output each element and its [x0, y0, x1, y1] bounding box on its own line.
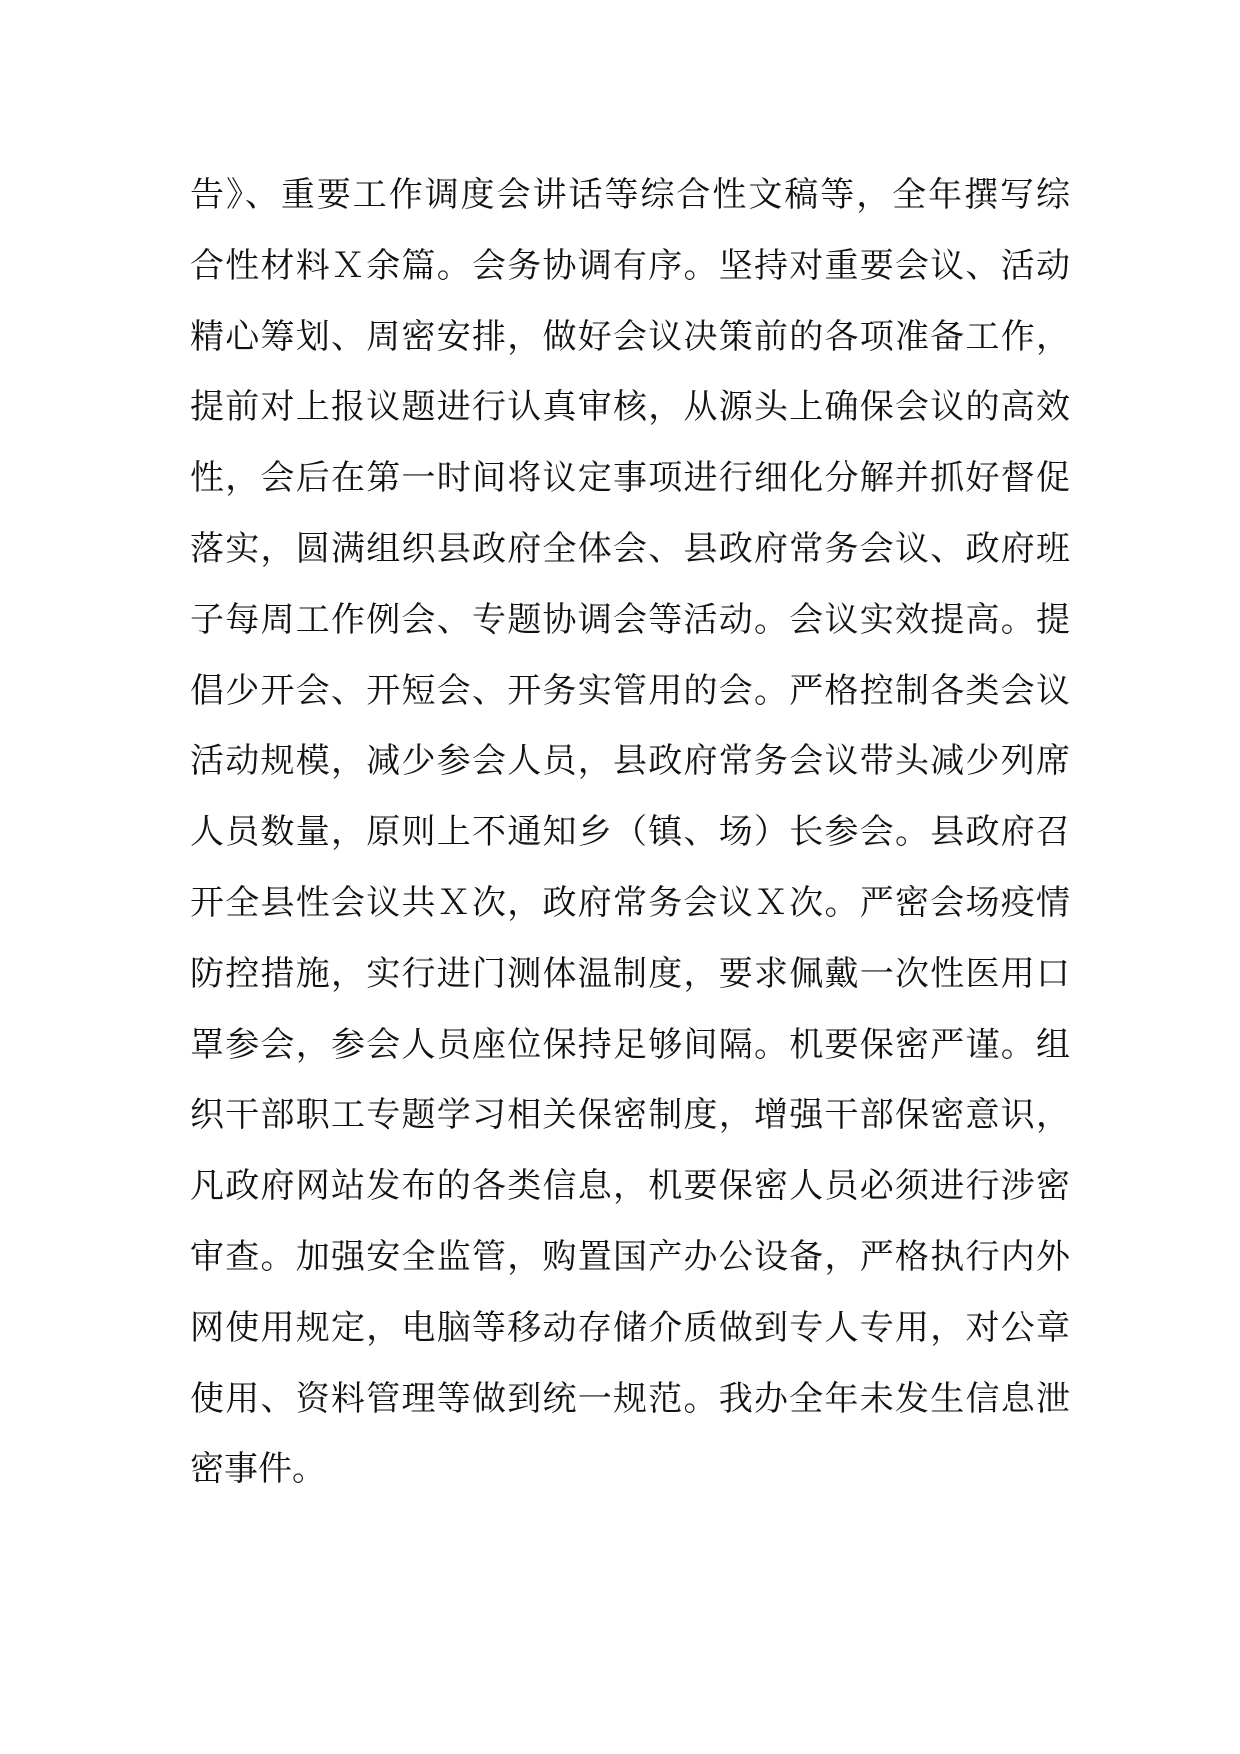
text-line: 告》、重要工作调度会讲话等综合性文稿等，全年撰写综 [190, 175, 1070, 215]
text-line: 网使用规定，电脑等移动存储介质做到专人专用，对公章 [190, 1307, 1070, 1348]
text-line: 性，会后在第一时间将议定事项进行细化分解并抓好督促 [190, 458, 1070, 499]
text-line: 活动规模，减少参会人员，县政府常务会议带头减少列席 [190, 741, 1070, 782]
text-line: 落实，圆满组织县政府全体会、县政府常务会议、政府班 [190, 528, 1070, 569]
text-line: 使用、资料管理等做到统一规范。我办全年未发生信息泄 [190, 1378, 1070, 1419]
text-line: 凡政府网站发布的各类信息，机要保密人员必须进行涉密 [190, 1166, 1070, 1207]
text-line: 罩参会，参会人员座位保持足够间隔。机要保密严谨。组 [190, 1024, 1070, 1065]
text-line: 防控措施，实行进门测体温制度，要求佩戴一次性医用口 [190, 953, 1070, 994]
text-line: 子每周工作例会、专题协调会等活动。会议实效提高。提 [190, 599, 1070, 640]
text-line: 合性材料Ｘ余篇。会务协调有序。坚持对重要会议、活动 [190, 245, 1070, 286]
text-line: 开全县性会议共Ｘ次，政府常务会议Ｘ次。严密会场疫情 [190, 882, 1070, 923]
text-line: 倡少开会、开短会、开务实管用的会。严格控制各类会议 [190, 670, 1070, 711]
text-line: 精心筹划、周密安排，做好会议决策前的各项准备工作， [190, 316, 1070, 357]
text-line: 提前对上报议题进行认真审核，从源头上确保会议的高效 [190, 387, 1070, 428]
text-line: 人员数量，原则上不通知乡（镇、场）长参会。县政府召 [190, 812, 1070, 853]
text-line: 织干部职工专题学习相关保密制度，增强干部保密意识， [190, 1095, 1070, 1136]
body-text [190, 160, 1070, 1505]
text-line: 审查。加强安全监管，购置国产办公设备，严格执行内外 [190, 1236, 1070, 1277]
text-line: 密事件。 [190, 1449, 326, 1490]
